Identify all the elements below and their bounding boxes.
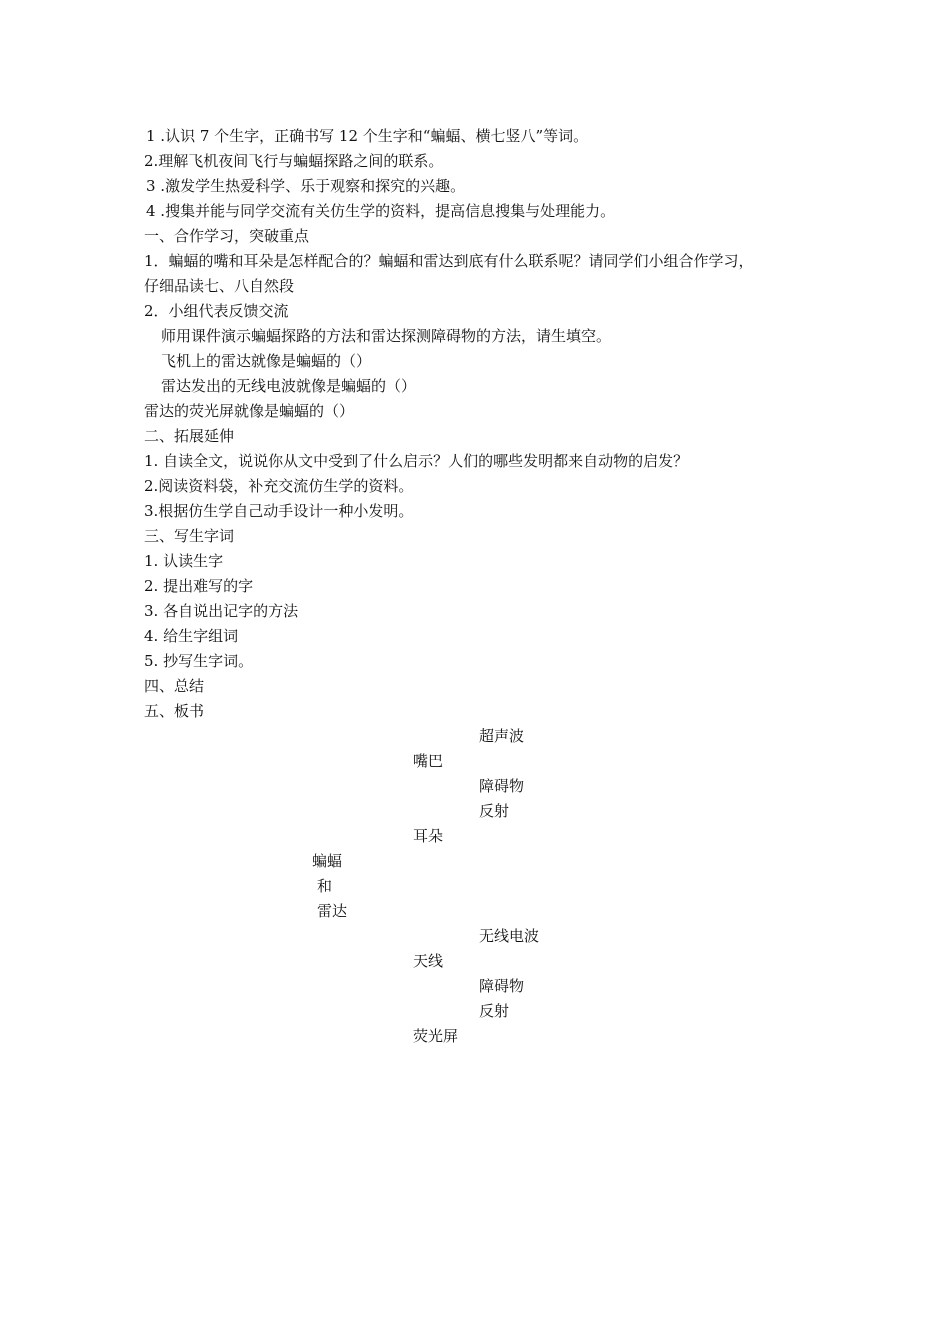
fill-blank-2: 雷达发出的无线电波就像是蝙蝠的（） [161,377,417,395]
section-heading-3: 三、写生字词 [144,527,235,545]
board-mouth: 嘴巴 [413,752,444,770]
step-1-text: 1．蝙蝠的嘴和耳朵是怎样配合的？蝙蝠和雷达到底有什么联系呢？请同学们小组合作学习， [144,252,754,270]
objective-2: 2.理解飞机夜间飞行与蝙蝠探路之间的联系。 [144,152,444,170]
writing-item-1: 1. 认读生字 [144,552,224,570]
section-heading-2: 二、拓展延伸 [144,427,235,445]
section-heading-5: 五、板书 [144,702,205,720]
step-1-continued: 仔细品读七、八自然段 [144,277,295,295]
board-and: 和 [317,877,333,895]
writing-item-5: 5. 抄写生字词。 [144,652,254,670]
extend-item-2: 2.阅读资料袋，补充交流仿生学的资料。 [144,477,414,495]
board-screen: 荧光屏 [413,1027,459,1045]
objective-4: 4 .搜集并能与同学交流有关仿生学的资料，提高信息搜集与处理能力。 [146,202,616,220]
board-radar: 雷达 [317,902,348,920]
step-2-text: 2．小组代表反馈交流 [144,302,289,320]
board-ultrasonic: 超声波 [479,727,525,745]
section-heading-4: 四、总结 [144,677,205,695]
writing-item-3: 3. 各自说出记字的方法 [144,602,299,620]
board-bat: 蝙蝠 [312,852,343,870]
fill-blank-1: 飞机上的雷达就像是蝙蝠的（） [161,352,372,370]
extend-item-1: 1. 自读全文，说说你从文中受到了什么启示？人们的哪些发明都来自动物的启发？ [144,452,689,470]
teacher-demo-text: 师用课件演示蝙蝠探路的方法和雷达探测障碍物的方法，请生填空。 [161,327,612,345]
board-obstacle-2: 障碍物 [479,977,525,995]
objective-3: 3 .激发学生热爱科学、乐于观察和探究的兴趣。 [146,177,466,195]
board-reflect-1: 反射 [479,802,510,820]
section-heading-1: 一、合作学习，突破重点 [144,227,310,245]
extend-item-3: 3.根据仿生学自己动手设计一种小发明。 [144,502,414,520]
board-ears: 耳朵 [413,827,444,845]
board-reflect-2: 反射 [479,1002,510,1020]
objective-1: 1 .认识 7 个生字，正确书写 12 个生字和“蝙蝠、横七竖八”等词。 [146,127,589,145]
board-radio-wave: 无线电波 [479,927,540,945]
writing-item-2: 2. 提出难写的字 [144,577,254,595]
fill-blank-3: 雷达的荧光屏就像是蝙蝠的（） [144,402,355,420]
board-obstacle-1: 障碍物 [479,777,525,795]
writing-item-4: 4. 给生字组词 [144,627,239,645]
board-antenna: 天线 [413,952,444,970]
